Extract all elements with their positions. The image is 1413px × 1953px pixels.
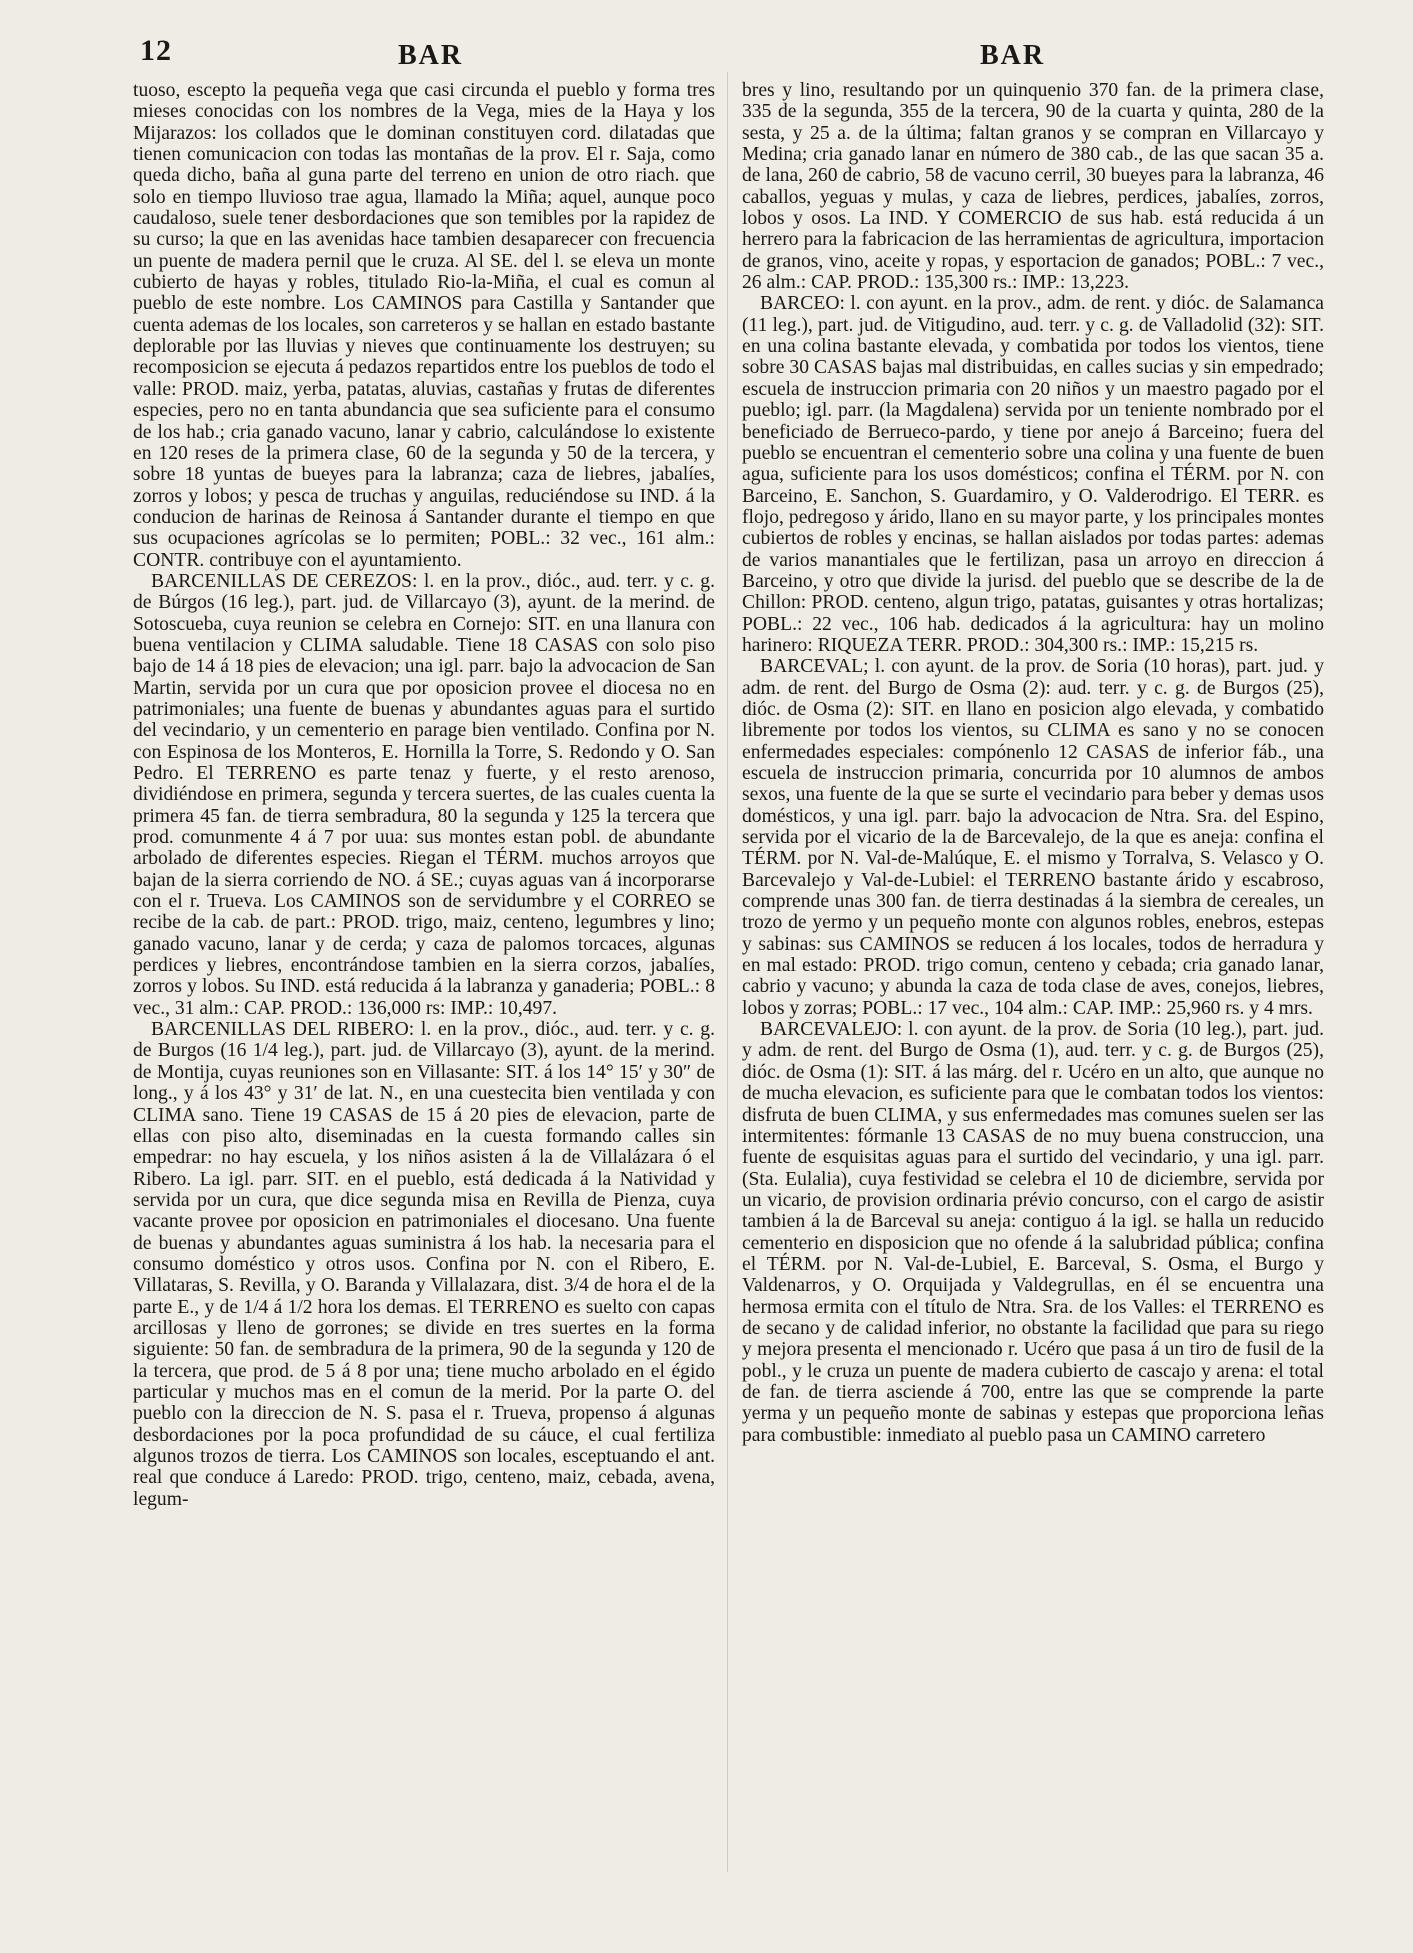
right-column [742, 80, 1324, 1930]
entry-barceval: BARCEVAL; l. con ayunt. de la prov. de Soria (10 horas), part. jud. y adm. de rent. del Burgo de Osma (2): aud. terr. y c. g. de Burgos (25), dióc. de Osma (2): SIT. en llano en posicion algo elevada, y combatido libremente por todos los vientos, su CLIMA es sano y no se conocen enfermedades especiales: compónenlo 12 CASAS de inferior fáb., una escuela de instruccion primaria, concurrida por 10 alumnos de ambos sexos, una fuente de la que se surte el vecindario para beber y demas usos domésticos, y una igl. parr. bajo la advocacion de Ntra. Sra. del Espino, servida por el vicario de la de Barcevalejo, de la que es aneja: confina el TÉRM. por N. Val-de-Malúque, E. el mismo y Torralva, S. Velasco y O. Barcevalejo y Val-de-Lubiel: el TERRENO bastante árido y escabroso, comprende unas 300 fan. de tierra destinadas á la siembra de cereales, un trozo de yermo y un pequeño monte con algunos robles, enebros, estepas y sabinas: sus CAMINOS se reducen á los locales, todos de herradura y en mal estado: PROD. trigo comun, centeno y cebada; cria ganado lanar, cabrio y vacuno; y abunda la caza de toda clase de aves, conejos, liebres, lobos y zorras; POBL.: 17 vec., 104 alm.: CAP. IMP.: 25,960 rs. y 4 mrs. [742, 656, 1324, 1019]
entry-barceo: BARCEO: l. con ayunt. en la prov., adm. de rent. y dióc. de Salamanca (11 leg.), part. jud. de Vitigudino, aud. terr. y c. g. de Valladolid (32): SIT. en una colina bastante elevada, y combatida por todos los vientos, tiene sobre 30 CASAS bajas mal distribuidas, en calles sucias y sin empedrado; escuela de instruccion primaria con 20 niños y un maestro pagado por el pueblo; igl. parr. (la Magdalena) servida por un teniente nombrado por el beneficiado de Berrueco-pardo, y tiene por anejo á Barceino; fuera del pueblo se encuentran el cementerio sobre una colina y una fuente de buen agua, suficiente para los usos domésticos; confina el TÉRM. por N. con Barceino, E. Sanchon, S. Guardamiro, y O. Valderodrigo. El TERR. es flojo, pedregoso y árido, llano en su mayor parte, y los principales montes cubiertos de robles y encinas, se hallan aislados por todas partes: ademas de varios manantiales que le fertilizan, pasa un arroyo en direccion á Barceino, y otro que divide la jurisd. del pueblo que se describe de la de Chillon: PROD. centeno, algun trigo, patatas, guisantes y otras hortalizas; POBL.: 22 vec., 106 hab. dedicados á la agricultura: hay un molino harinero: RIQUEZA TERR. PROD.: 304,300 rs.: IMP.: 15,215 rs. [742, 293, 1324, 656]
entry-barcenillas-del-ribero: BARCENILLAS DEL RIBERO: l. en la prov., dióc., aud. terr. y c. g. de Burgos (16 1/4 leg.), part. jud. de Villarcayo (3), ayunt. de la merind. de Montija, cuyas reuniones son en Villasante: SIT. á los 14° 15′ y 30″ de long., y á los 43° y 31′ de lat. N., en una cuestecita bien ventilada y con CLIMA sano. Tiene 19 CASAS de 15 á 20 pies de elevacion, parte de ellas con piso alto, diseminadas en la cuesta formando calles sin empedrar: no hay escuela, y los niños asisten á la de Villalázara ó el Ribero. La igl. parr. SIT. en el pueblo, está dedicada á la Natividad y servida por un cura, que dice segunda misa en Revilla de Pienza, cuya vacante provee por oposicion en patrimoniales el diocesano. Una fuente de buenas y abundantes aguas suministra á los hab. la necesaria para el consumo doméstico y otros usos. Confina por N. con el Ribero, E. Villataras, S. Revilla, y O. Baranda y Villalazara, dist. 3/4 de hora el de la parte E., y de 1/4 á 1/2 hora los demas. El TERRENO es suelto con capas arcillosas y lleno de gorrones; se divide en tres suertes en la forma siguiente: 50 fan. de sembradura de la primera, 90 de la segunda y 120 de la tercera, que prod. de 5 á 8 por una; tiene mucho arbolado en el égido particular y muchos mas en el comun de la merid. Por la parte O. del pueblo con la direccion de N. S. pasa el r. Trueva, propenso á algunas desbordaciones por la poca profundidad de su cáuce, el cual fertiliza algunos trozos de tierra. Los CAMINOS son locales, esceptuando el ant. real que conduce á Laredo: PROD. trigo, centeno, maiz, cebada, avena, legum- [133, 1019, 715, 1510]
entry-barcenillas-de-cerezos: BARCENILLAS DE CEREZOS: l. en la prov., dióc., aud. terr. y c. g. de Búrgos (16 leg.), part. jud. de Villarcayo (3), ayunt. de la merind. de Sotoscueba, cuya reunion se celebra en Cornejo: SIT. en una llanura con buena ventilacion y CLIMA saludable. Tiene 18 CASAS con solo piso bajo de 14 á 18 pies de elevacion; una igl. parr. bajo la advocacion de San Martin, servida por un cura que por oposicion provee el diocesa no en patrimoniales; una fuente de buenas y abundantes aguas para el surtido del vecindario, y un cementerio en parage bien ventilado. Confina por N. con Espinosa de los Monteros, E. Hornilla la Torre, S. Redondo y O. San Pedro. El TERRENO es parte tenaz y fuerte, y el resto arenoso, dividiéndose en primera, segunda y tercera suertes, de las cuales cuenta la primera 45 fan. de tierra sembradura, 80 la segunda y 125 la tercera que prod. comunmente 4 á 7 por uua: sus montes estan pobl. de abundante arbolado de diferentes especies. Riegan el TÉRM. muchos arroyos que bajan de la sierra corriendo de NO. á SE.; cuyas aguas van á incorporarse con el r. Trueva. Los CAMINOS son de servidumbre y el CORREO se recibe de la cab. de part.: PROD. trigo, maiz, centeno, legumbres y lino; ganado vacuno, lanar y de cerda; y caza de palomos torcaces, algunas perdices y liebres, encontrándose tambien en la sierra corzos, jabalíes, zorros y lobos. Su IND. está reducida á la labranza y ganaderia; POBL.: 8 vec., 31 alm.: CAP. PROD.: 136,000 rs: IMP.: 10,497. [133, 570, 715, 1019]
page-number: 12 [140, 34, 172, 67]
running-header-right: BAR [980, 40, 1046, 71]
left-column [133, 80, 715, 1930]
running-header-left: BAR [398, 40, 464, 71]
column-divider [727, 72, 728, 1872]
entry-continuation-barcenilla: tuoso, escepto la pequeña vega que casi circunda el pueblo y forma tres mieses conocidas con los nombres de la Vega, mies de la Haya y los Mijarazos: los collados que le dominan constituyen cord. dilatadas que tienen comunicacion con todas las montañas de la prov. El r. Saja, como queda dicho, baña al guna parte del terreno en union de otro riach. que solo en tiempo lluvioso trae agua, llamado la Miña; aquel, aunque poco caudaloso, suele tener desbordaciones que son temibles por la rapidez de su curso; la que en las avenidas hace tambien desaparecer con frecuencia un puente de madera pernil que le cruza. Al SE. del l. se eleva un monte cubierto de hayas y robles, titulado Rio-la-Miña, el cual es comun al pueblo de este nombre. Los CAMINOS para Castilla y Santander que cuenta ademas de los locales, son carreteros y se hallan en estado bastante deplorable por las lluvias y nieves que continuamente los destruyen; su recomposicion se ejecuta á pedazos repartidos entre los pueblos de todo el valle: PROD. maiz, yerba, patatas, aluvias, castañas y frutas de diferentes especies, pero no en tanta abundancia que sea suficiente para el consumo de los hab.; cria ganado vacuno, lanar y cabrio, calculándose lo existente en 120 reses de la primera clase, 60 de la segunda y 50 de la tercera, y sobre 18 yuntas de bueyes para la labranza; caza de liebres, jabalíes, zorros y lobos; y pesca de truchas y anguilas, reduciéndose su IND. á la conducion de harinas de Reinosa á Santander durante el tiempo en que sus ocupaciones agrícolas se lo permiten; POBL.: 32 vec., 161 alm.: CONTR. contribuye con el ayuntamiento. [133, 80, 715, 571]
entry-barcevalejo: BARCEVALEJO: l. con ayunt. de la prov. de Soria (10 leg.), part. jud. y adm. de rent. del Burgo de Osma (1), aud. terr. y c. g. de Burgos (25), dióc. de Osma (1): SIT. á las márg. del r. Ucéro en un alto, que aunque no de mucha elevacion, es suficiente para que le combatan todos los vientos: disfruta de buen CLIMA, y sus enfermedades mas comunes suelen ser las intermitentes: fórmanle 13 CASAS de no muy buena construccion, una fuente de esquisitas aguas para el surtido del vecindario, y una igl. parr. (Sta. Eulalia), cuya festividad se celebra el 10 de diciembre, servida por un vicario, de provision ordinaria prévio concurso, con el cargo de asistir tambien á la de Barceval su aneja: contiguo á la igl. se halla un reducido cementerio en disposicion que no ofende á la salubridad pública; confina el TÉRM. por N. Val-de-Lubiel, E. Barceval, S. Osma, el Burgo y Valdenarros, y O. Orquijada y Valdegrullas, en él se encuentra una hermosa ermita con el título de Ntra. Sra. de los Valles: el TERRENO es de secano y de calidad inferior, no obstante la facilidad que para su riego y mejora presenta el mencionado r. Ucéro que pasa á un tiro de fusil de la pobl., y le cruza un puente de madera cubierto de cascajo y arena: el total de fan. de tierra asciende á 700, entre las que se comprende la parte yerma y un pequeño monte de sabinas y estepas que proporciona leñas para combustible: inmediato al pueblo pasa un CAMINO carretero [742, 1019, 1324, 1446]
entry-continuation-ribero: bres y lino, resultando por un quinquenio 370 fan. de la primera clase, 335 de la segunda, 355 de la tercera, 90 de la cuarta y quinta, 280 de la sesta, y 25 a. de la última; faltan granos y se compran en Villarcayo y Medina; cria ganado lanar en número de 380 cab., de las que sacan 35 a. de lana, 260 de cabrio, 58 de vacuno cerril, 30 bueyes para la labranza, 46 caballos, yeguas y mulas, y caza de liebres, perdices, jabalíes, zorros, lobos y osos. La IND. Y COMERCIO de sus hab. está reducida á un herrero para la fabricacion de las herramientas de agricultura, importacion de granos, vino, aceite y ropas, y esportacion de ganados; POBL.: 7 vec., 26 alm.: CAP. PROD.: 135,300 rs.: IMP.: 13,223. [742, 80, 1324, 294]
